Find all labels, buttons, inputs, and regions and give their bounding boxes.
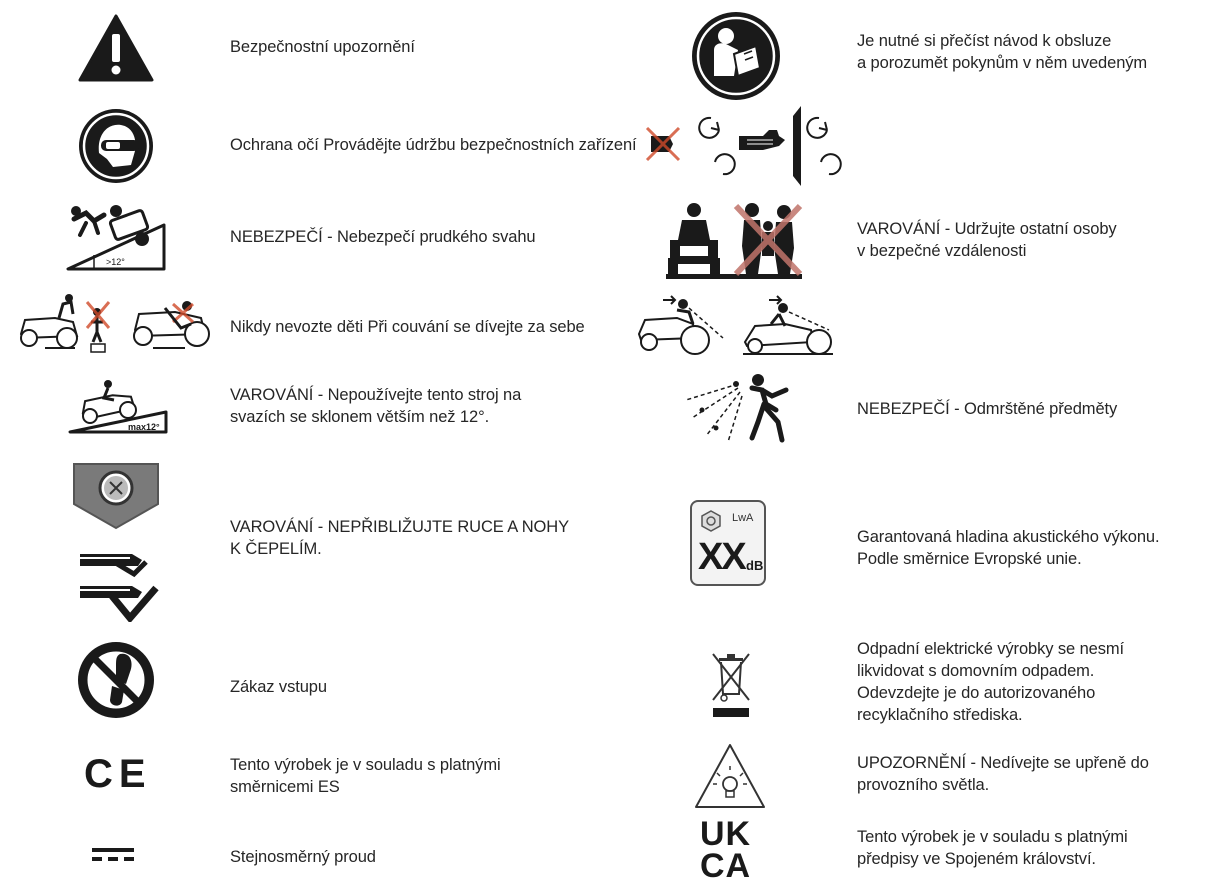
- ce-mark-icon: [84, 752, 152, 796]
- warning-triangle-icon: [78, 14, 154, 82]
- no-step-icon: [76, 640, 156, 720]
- direct-current-text: Stejnosměrný proud: [230, 848, 376, 866]
- rotating-parts-hand-icon: [643, 100, 843, 190]
- max-slope-text: VAROVÁNÍ - Nepoužívejte tento stroj na svazích se sklonem větším než 12°.: [230, 386, 522, 426]
- no-step-text: Zákaz vstupu: [230, 678, 327, 696]
- ukca-text: Tento výrobek je v souladu s platnými předpisy ve Spojeném království.: [857, 828, 1128, 868]
- weee-crossed-bin-icon: [711, 650, 751, 720]
- sound-value-label: XX: [698, 536, 745, 578]
- blade-foot-pictogram: [80, 586, 156, 618]
- blade-hands-feet-icon: [72, 462, 160, 622]
- max-slope-label: max12°: [128, 422, 160, 432]
- read-manual-icon: [690, 10, 782, 102]
- look-behind-reversing-icon: [633, 290, 838, 358]
- thrown-objects-icon: [682, 370, 794, 446]
- keep-bystanders-away-icon: [664, 200, 804, 280]
- no-children-passengers-icon: [15, 288, 230, 356]
- read-manual-text: Je nutné si přečíst návod k obsluze a porozumět pokynům v něm uvedeným: [857, 32, 1148, 72]
- ukca-mark-top: UK: [700, 815, 752, 853]
- eye-protection-text: Ochrana očí Provádějte údržbu bezpečnostních zařízení: [230, 136, 637, 154]
- no-children-text: Nikdy nevozte děti Při couvání se dívejte za sebe: [230, 318, 585, 336]
- steep-slope-label: >12°: [106, 257, 125, 267]
- sound-power-text: Garantovaná hladina akustického výkonu. Podle směrnice Evropské unie.: [857, 528, 1160, 568]
- ce-mark-label: CE: [84, 752, 152, 796]
- blades-warning-text: VAROVÁNÍ - NEPŘIBLIŽUJTE RUCE A NOHY K ČEPELÍM.: [230, 518, 569, 558]
- bright-light-warning-icon: [693, 742, 767, 810]
- max-slope-icon: [68, 374, 168, 436]
- thrown-objects-text: NEBEZPEČÍ - Odmrštěné předměty: [857, 400, 1118, 418]
- safety-notice-text: Bezpečnostní upozornění: [230, 38, 415, 56]
- sound-unit-label: dB: [746, 558, 764, 573]
- bright-light-text: UPOZORNĚNÍ - Nedívejte se upřeně do provozního světla.: [857, 754, 1149, 794]
- sound-power-level-icon: [690, 500, 766, 586]
- steep-slope-danger-icon: [64, 195, 168, 273]
- ce-compliance-text: Tento výrobek je v souladu s platnými směrnicemi ES: [230, 756, 501, 796]
- sound-sub-label: LwA: [732, 512, 754, 524]
- blade-hand-pictogram: [80, 554, 146, 574]
- ukca-mark-bottom: CA: [700, 847, 752, 885]
- eye-protection-icon: [77, 107, 155, 185]
- direct-current-icon: [92, 846, 134, 864]
- bystanders-text: VAROVÁNÍ - Udržujte ostatní osoby v bezpečné vzdálenosti: [857, 220, 1117, 260]
- weee-text: Odpadní elektrické výrobky se nesmí likvidovat s domovním odpadem. Odevzdejte je do autorizovaného recyklačního střediska.: [857, 640, 1125, 724]
- steep-slope-text: NEBEZPEČÍ - Nebezpečí prudkého svahu: [230, 228, 536, 246]
- ukca-mark-icon: [700, 815, 752, 885]
